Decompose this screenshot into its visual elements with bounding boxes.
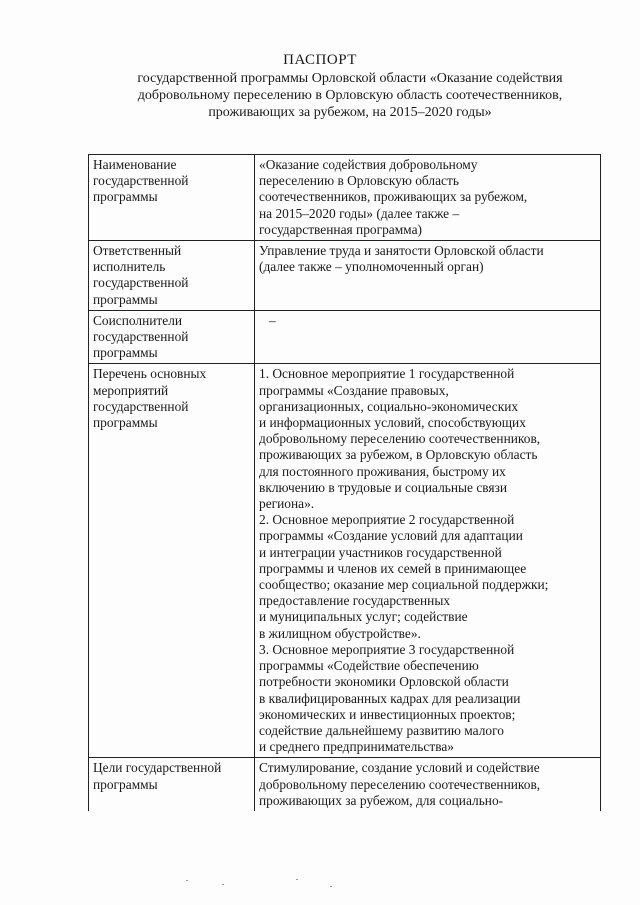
row-value-line: Стимулирование, создание условий и содействие — [259, 760, 540, 776]
row-label-cell — [89, 364, 255, 758]
row-value-line: региона». — [259, 496, 315, 512]
row-value-cell — [255, 364, 601, 758]
scan-speck — [330, 886, 332, 887]
row-label-cell — [89, 241, 255, 311]
row-value-line: – — [269, 312, 276, 328]
row-value-line: и информационных условий, способствующих — [259, 415, 526, 431]
row-value-line: программы «Содействие обеспечению — [259, 658, 479, 674]
row-label-line: государственной — [93, 275, 189, 291]
row-label-cell — [89, 310, 255, 364]
row-value-line: Управление труда и занятости Орловской области — [259, 243, 544, 259]
row-label-line: программы — [93, 776, 158, 792]
row-label-line: исполнитель — [93, 259, 166, 275]
passport-table-body — [89, 155, 601, 811]
row-value-line: сообщество; оказание мер социальной поддержки; — [259, 577, 549, 593]
row-value-cell — [255, 310, 601, 364]
row-label-line: Соисполнители — [93, 312, 183, 328]
document-subtitle — [100, 70, 600, 121]
row-label-line: Ответственный — [93, 243, 182, 259]
row-value-line: программы «Создание правовых, — [259, 382, 449, 398]
row-label-line: Цели государственной — [93, 760, 222, 776]
row-value-line: 2. Основное мероприятие 2 государственной — [259, 512, 515, 528]
row-label-cell — [89, 155, 255, 241]
row-value-line: потребности экономики Орловской области — [259, 674, 509, 690]
subtitle-line: государственной программы Орловской области «Оказание содействия — [137, 71, 563, 86]
row-value-line: в жилищном обустройстве». — [259, 625, 421, 641]
row-label-line: программы — [93, 415, 158, 431]
row-label-line: мероприятий — [93, 382, 169, 398]
row-label-line: программы — [93, 345, 158, 361]
table-row-coexecutors — [89, 310, 601, 364]
row-value-line: государственная программа) — [259, 221, 422, 237]
row-value-line: организационных, социально-экономических — [259, 398, 519, 414]
row-value-line: экономических и инвестиционных проектов; — [259, 706, 516, 722]
row-value-line: переселению в Орловскую область — [259, 173, 459, 189]
row-value-line: включению в трудовые и социальные связи — [259, 479, 508, 495]
row-label-line: программы — [93, 291, 158, 307]
table-row-activities — [89, 364, 601, 758]
row-label-line: государственной — [93, 173, 189, 189]
row-value-line: содействие дальнейшему развитию малого — [259, 722, 504, 738]
table-row-responsible — [89, 241, 601, 311]
row-value-line: и муниципальных услуг; содействие — [259, 609, 468, 625]
row-value-line: программы и членов их семей в принимающее — [259, 560, 527, 576]
row-value-line: проживающих за рубежом, в Орловскую область — [259, 447, 538, 463]
row-value-line: соотечественников, проживающих за рубежом, — [259, 189, 528, 205]
page-title: ПАСПОРТ — [283, 52, 357, 68]
row-label-cell — [89, 758, 255, 811]
row-value-line: (далее также – уполномоченный орган) — [259, 259, 484, 275]
row-value-line: предоставление государственных — [259, 593, 451, 609]
scan-speck — [296, 879, 298, 880]
subtitle-line: проживающих за рубежом, на 2015–2020 годы» — [208, 105, 492, 120]
table-row-goals — [89, 758, 601, 811]
scan-speck — [222, 884, 224, 885]
row-value-line: в квалифицированных кадрах для реализации — [259, 690, 521, 706]
row-value-line: «Оказание содействия добровольному — [259, 157, 478, 172]
row-value-line: добровольному переселению соотечественников, — [259, 776, 541, 792]
row-value-line: и интеграции участников государственной — [259, 544, 502, 560]
row-value-cell — [255, 758, 601, 811]
passport-table — [88, 154, 601, 811]
table-row-name — [89, 155, 601, 241]
row-label-line: программы — [93, 189, 158, 205]
row-value-line: добровольному переселению соотечественников, — [259, 431, 541, 447]
row-value-line: на 2015–2020 годы» (далее также – — [259, 205, 460, 221]
row-value-line: программы «Создание условий для адаптации — [259, 528, 523, 544]
row-value-line: проживающих за рубежом, для социально- — [259, 792, 504, 808]
row-value-line: для постоянного проживания, быстрому их — [259, 463, 506, 479]
row-label-line: Наименование — [93, 157, 177, 172]
row-value-cell — [255, 241, 601, 311]
subtitle-line: добровольному переселению в Орловскую область соотечественников, — [137, 88, 563, 103]
row-value-line: и среднего предпринимательства» — [259, 739, 454, 755]
row-label-line: государственной — [93, 329, 189, 345]
row-value-line: 3. Основное мероприятие 3 государственной — [259, 641, 515, 657]
row-value-cell — [255, 155, 601, 241]
row-label-line: Перечень основных — [93, 366, 207, 382]
scan-speck — [186, 880, 188, 881]
row-label-line: государственной — [93, 398, 189, 414]
row-value-line: 1. Основное мероприятие 1 государственной — [259, 366, 515, 382]
